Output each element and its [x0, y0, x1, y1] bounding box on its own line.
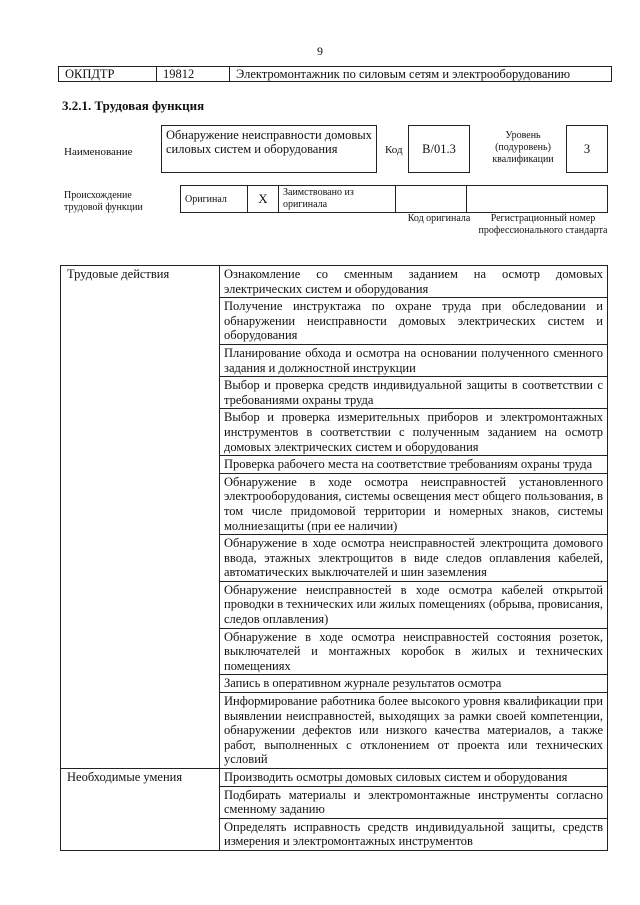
item-cell: Подбирать материалы и электромонтажные инструменты согласно сменному заданию — [220, 786, 608, 818]
table-row — [61, 266, 608, 298]
item-cell: Выбор и проверка средств индивидуальной защиты в соответствии с требованиями охраны труда — [220, 377, 608, 409]
reg-number-label: Регистрационный номер профессионального стандарта — [478, 213, 608, 236]
reg-number-cell — [467, 186, 608, 213]
function-code-box — [408, 125, 470, 173]
page-number: 9 — [317, 44, 323, 58]
item-cell: Обнаружение неисправностей в ходе осмотра кабелей открытой проводки в технических или жилых помещениях (обрыва, провисания, следов оплавления) — [220, 581, 608, 628]
item-cell: Обнаружение в ходе осмотра неисправностей установленного электрооборудования, системы освещения мест общего пользования, в том числе придомовой территории и номерных знаков, системы молниезащиты (при ее наличии) — [220, 473, 608, 534]
item-cell: Выбор и проверка измерительных приборов и электромонтажных инструментов в соответствии с полученным заданием на осмотр домовых электрических систем и оборудования — [220, 409, 608, 456]
section-title: 3.2.1. Трудовая функция — [62, 98, 205, 113]
okpd-title: Электромонтажник по силовым сетям и электрооборудованию — [230, 67, 612, 82]
level-box — [566, 125, 608, 173]
borrowed-label: Заимствовано из оригинала — [279, 186, 396, 213]
main-table — [60, 265, 608, 851]
item-cell: Проверка рабочего места на соответствие требованиям охраны труда — [220, 456, 608, 474]
code-original-label: Код оригинала — [407, 213, 471, 224]
code-label: Код — [385, 144, 403, 156]
item-cell: Обнаружение в ходе осмотра неисправностей электрощита домового ввода, этажных электрощитов в виде следов оплавления кабелей, автоматических выключателей и шин заземления — [220, 535, 608, 582]
item-cell: Информирование работника более высокого уровня квалификации при выявлении неисправностей, выходящих за рамки своей компетенции, обнаружении дефектов или низкого качества материалов, а также работ, выполненных с отклонением от проекта или технических условий — [220, 693, 608, 769]
item-cell: Обнаружение в ходе осмотра неисправностей состояния розеток, выключателей и монтажных коробок в жилых и технических помещениях — [220, 628, 608, 675]
okpd-table — [58, 66, 612, 82]
table-row — [61, 769, 608, 787]
origin-table — [180, 185, 608, 213]
okpd-code-label: ОКПДТР — [59, 67, 157, 82]
name-label: Наименование — [64, 146, 133, 158]
code-original-cell — [396, 186, 467, 213]
item-cell: Производить осмотры домовых силовых систем и оборудования — [220, 769, 608, 787]
original-mark: X — [248, 186, 279, 213]
level-label: Уровень (подуровень) квалификации — [492, 130, 554, 165]
level-value: 3 — [583, 141, 591, 156]
origin-label: Происхождение трудовой функции — [64, 190, 143, 213]
function-name-value: Обнаружение неисправности домовых силовых систем и оборудования — [166, 128, 372, 156]
item-cell: Определять исправность средств индивидуальной защиты, средств измерения и электромонтажных инструментов — [220, 818, 608, 850]
item-cell: Планирование обхода и осмотра на основании полученного сменного задания и должностной инструкции — [220, 344, 608, 376]
item-cell: Запись в оперативном журнале результатов осмотра — [220, 675, 608, 693]
category-cell: Необходимые умения — [61, 769, 220, 851]
original-label: Оригинал — [181, 186, 248, 213]
function-code-value: B/01.3 — [422, 141, 456, 156]
category-cell: Трудовые действия — [61, 266, 220, 769]
function-name-box — [161, 125, 377, 173]
item-cell: Получение инструктажа по охране труда при обследовании и обнаружении неисправности домовых электрических систем и оборудования — [220, 298, 608, 345]
item-cell: Ознакомление со сменным заданием на осмотр домовых электрических систем и оборудования — [220, 266, 608, 298]
okpd-code-value: 19812 — [157, 67, 230, 82]
